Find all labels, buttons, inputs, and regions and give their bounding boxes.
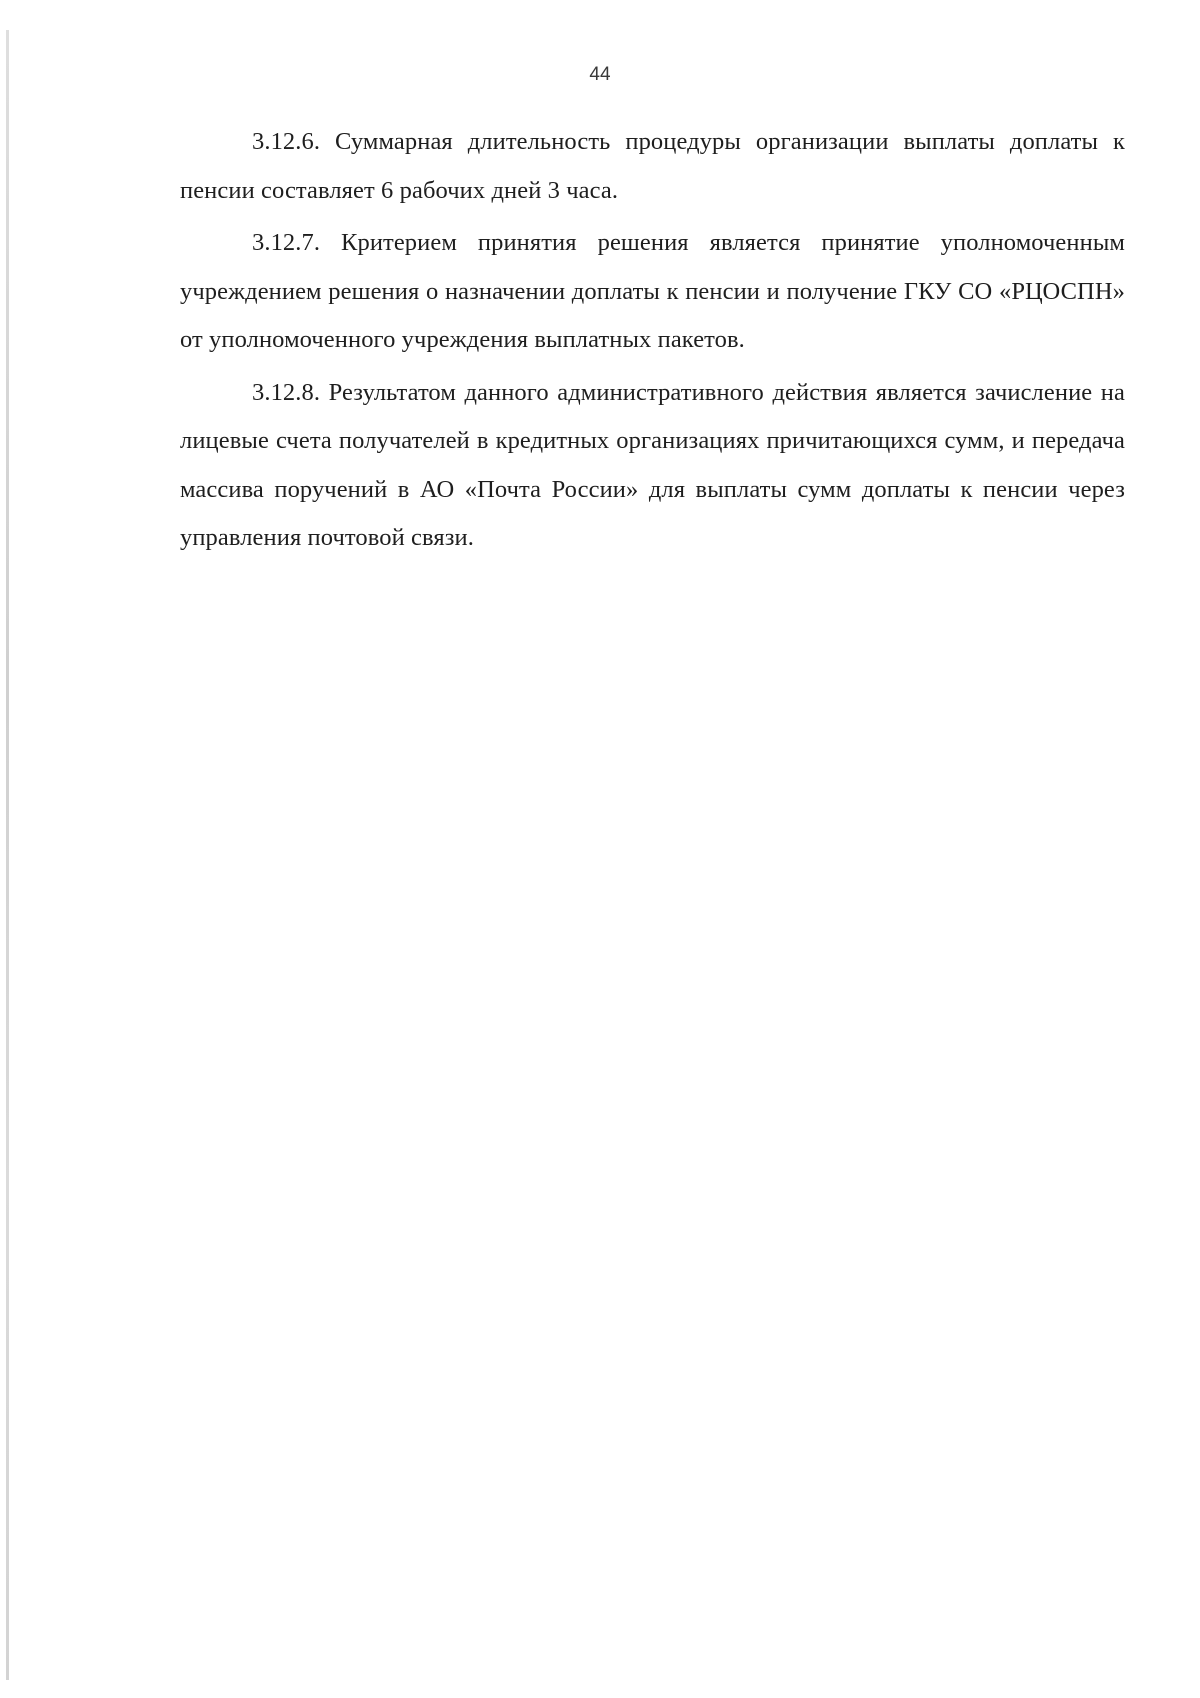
paragraph-3-12-6: 3.12.6. Суммарная длительность процедуры организации выплаты доплаты к пенсии составляет 6 рабочих дней 3 часа. xyxy=(180,128,1125,204)
paragraph-3-12-7: 3.12.7. Критерием принятия решения является принятие уполномоченным учреждением решения о назначении доплаты к пенсии и получение ГКУ СО «РЦОСПН» от уполномоченного учреждения выплатных пакетов. xyxy=(180,229,1125,353)
paragraph-3-12-8: 3.12.8. Результатом данного административного действия является зачисление на лицевые счета получателей в кредитных организациях причитающихся сумм, и передача массива поручений в АО «Почта России» для выплаты сумм доплаты к пенсии через управления почтовой связи. xyxy=(180,378,1125,551)
document-body xyxy=(180,118,1125,567)
page-number: 44 xyxy=(589,64,611,85)
scan-edge-shadow xyxy=(6,30,9,1680)
